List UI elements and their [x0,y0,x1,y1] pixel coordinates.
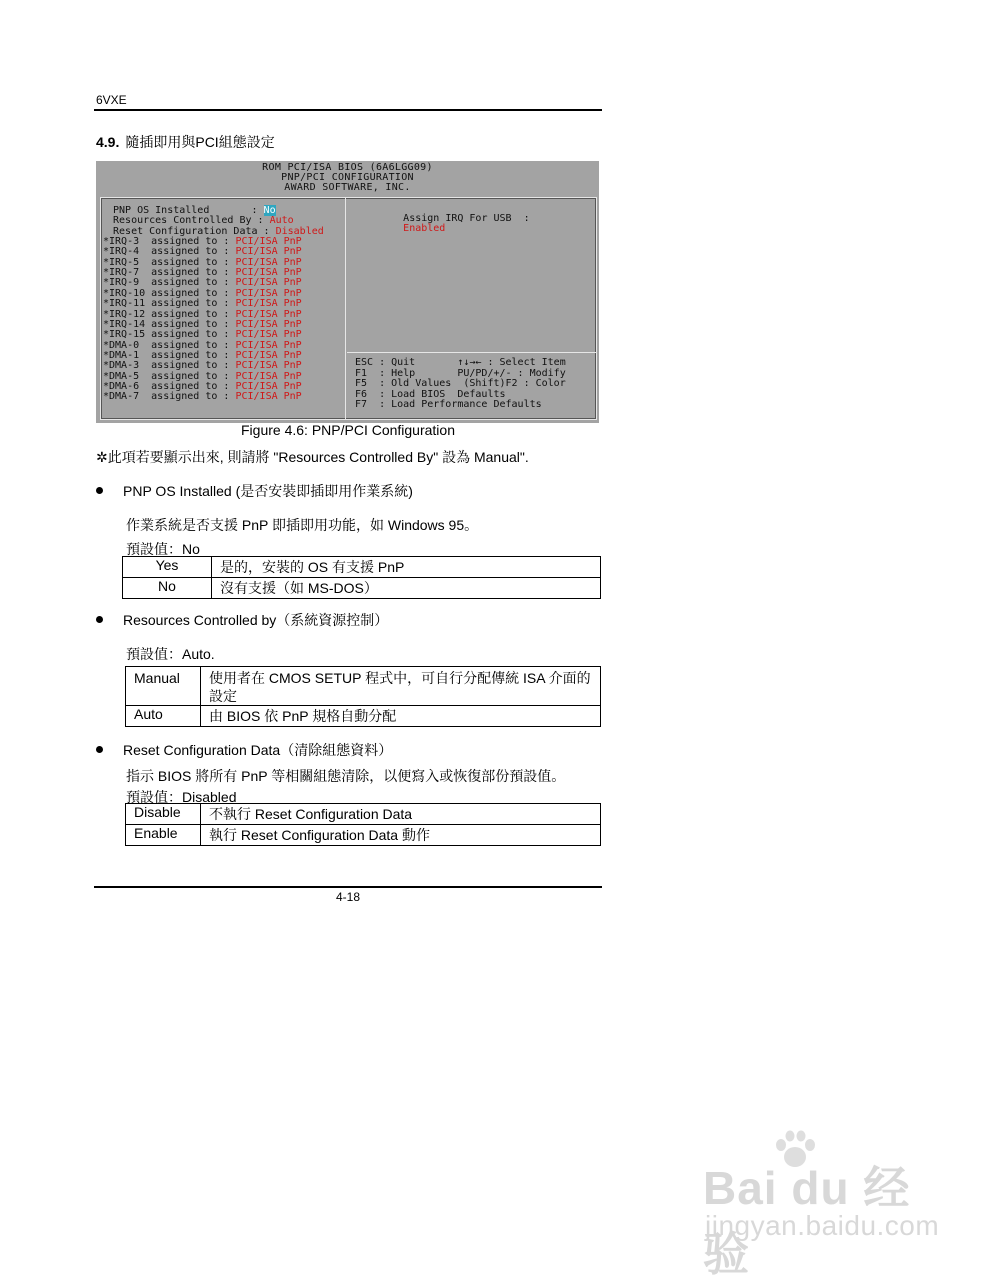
bios-frame [100,197,597,420]
bios-row-label: *DMA-7 assigned to : [103,391,230,403]
usb-irq-label: Assign IRQ For USB : [403,213,530,225]
section-title-text: 隨插即用與PCI組態設定 [125,134,275,150]
bios-row-value: PCI/ISA PnP [235,256,302,268]
bios-row-value: PCI/ISA PnP [235,349,302,361]
table-row [126,804,601,825]
bios-row-value: PCI/ISA PnP [235,236,302,248]
option-desc: 是的，安裝的 OS 有支援 PnP [212,557,601,578]
bios-assignment-row[interactable] [103,392,302,402]
option-name: Auto [126,706,201,727]
bios-row-value: PCI/ISA PnP [235,298,302,310]
bios-title-line: PNP/PCI CONFIGURATION [281,172,414,184]
bios-row-label: *IRQ-12 assigned to : [103,308,230,320]
item-resources-title [96,610,388,630]
bios-row-value: PCI/ISA PnP [235,391,302,403]
table-row [123,578,601,599]
item-default: 預設值：Auto. [126,646,215,662]
bios-row-label: *IRQ-9 assigned to : [103,277,230,289]
options-table-pnp-os [122,556,601,599]
bios-row-label: *DMA-5 assigned to : [103,370,230,382]
option-desc: 不執行 Reset Configuration Data [201,804,601,825]
option-name: No [123,578,212,599]
bios-title-line: ROM PCI/ISA BIOS (6A6LGG09) [262,162,433,173]
bios-help-line: ESC : Quit ↑↓→← : Select Item [355,357,566,368]
bullet-icon [96,746,103,753]
item-description: 指示 BIOS 將所有 PnP 等相關組態清除，以便寫入或恢復部份預設值。 [126,768,566,784]
header-model: 6VXE [96,93,127,107]
bios-row-value: PCI/ISA PnP [235,370,302,382]
item-default: 預設值：No [126,541,200,557]
bios-row-label: PNP OS Installed : [107,205,258,216]
option-name: Disable [126,804,201,825]
bios-row-label: *DMA-0 assigned to : [103,339,230,351]
bios-row-label: *IRQ-5 assigned to : [103,256,230,268]
option-desc: 執行 Reset Configuration Data 動作 [201,825,601,846]
bios-row-label: *IRQ-4 assigned to : [103,246,230,258]
bios-row-value: PCI/ISA PnP [235,329,302,341]
note-text: ✲此項若要顯示出來, 則請將 "Resources Controlled By" 設為 Manual". [96,449,529,465]
bios-usb-panel [347,198,596,353]
header-rule [94,109,602,111]
bios-row-value: PCI/ISA PnP [235,287,302,299]
bullet-icon [96,616,103,623]
bios-row-label: *IRQ-7 assigned to : [103,267,230,279]
item-title: Reset Configuration Data（清除組態資料） [123,742,393,758]
section-number: 4.9. [96,134,120,150]
bios-row-value: PCI/ISA PnP [235,360,302,372]
bios-settings-panel [101,198,346,419]
bios-row-value: Auto [269,215,294,227]
option-desc: 使用者在 CMOS SETUP 程式中，可自行分配傳統 ISA 介面的設定 [201,667,601,706]
item-title: Resources Controlled by（系統資源控制） [123,612,389,628]
bios-row-label: Resources Controlled By : [107,215,264,227]
table-row [123,557,601,578]
bios-title [96,163,599,194]
usb-irq-value: Enabled [403,223,446,235]
bios-row-label: *IRQ-10 assigned to : [103,287,230,299]
option-desc: 由 BIOS 依 PnP 規格自動分配 [201,706,601,727]
watermark-url: jingyan.baidu.com [705,1210,940,1241]
bios-row-value: PCI/ISA PnP [235,339,302,351]
bios-help-line: F1 : Help PU/PD/+/- : Modify [355,367,566,379]
bios-row-value: PCI/ISA PnP [235,277,302,289]
bios-help-panel [347,354,596,419]
bios-row-value: Disabled [275,225,324,237]
bios-row-label: *IRQ-14 assigned to : [103,318,230,330]
bios-help-line: F5 : Old Values (Shift)F2 : Color [355,378,566,389]
bios-row-label: *IRQ-11 assigned to : [103,298,230,310]
options-table-resources [125,666,601,727]
item-default: 預設值：Disabled [126,789,237,805]
usb-irq-row[interactable] [355,204,530,245]
option-name: Yes [123,557,212,578]
bios-row-label: *DMA-1 assigned to : [103,349,230,361]
bios-row-label: *IRQ-3 assigned to : [103,236,230,248]
bullet-icon [96,487,103,494]
section-title [96,132,275,152]
watermark-brand: Bai du 经验 [703,1162,911,1280]
bios-help-line: F6 : Load BIOS Defaults [355,388,506,400]
bios-row-value: PCI/ISA PnP [235,318,302,330]
page-number: 4-18 [335,890,361,904]
table-row [126,706,601,727]
item-reset-config-title [96,740,392,760]
item-pnp-os-title [96,481,413,501]
bios-row-value: PCI/ISA PnP [235,308,302,320]
table-row [126,825,601,846]
bios-row-value: PCI/ISA PnP [235,246,302,258]
bios-screenshot [96,161,599,423]
bios-title-line: AWARD SOFTWARE, INC. [284,182,411,194]
item-title: PNP OS Installed (是否安裝即插即用作業系統) [123,483,413,499]
option-desc: 沒有支援（如 MS-DOS） [212,578,601,599]
options-table-reset-config [125,803,601,846]
bios-row-label: Reset Configuration Data : [107,225,270,237]
bios-row-label: *DMA-6 assigned to : [103,380,230,392]
watermark [703,1130,940,1280]
item-description: 作業系統是否支援 PnP 即插即用功能，如 Windows 95。 [126,517,479,533]
bios-help-line: F7 : Load Performance Defaults [355,399,542,410]
option-name: Manual [126,667,201,706]
option-name: Enable [126,825,201,846]
bios-row-value: PCI/ISA PnP [235,380,302,392]
bios-row-value: PCI/ISA PnP [235,267,302,279]
bios-row-value: No [263,205,276,216]
footer-rule [94,886,602,888]
bios-row-label: *DMA-3 assigned to : [103,360,230,372]
figure-caption: Figure 4.6: PNP/PCI Configuration [241,422,455,438]
table-row [126,667,601,706]
bios-row-label: *IRQ-15 assigned to : [103,329,230,341]
